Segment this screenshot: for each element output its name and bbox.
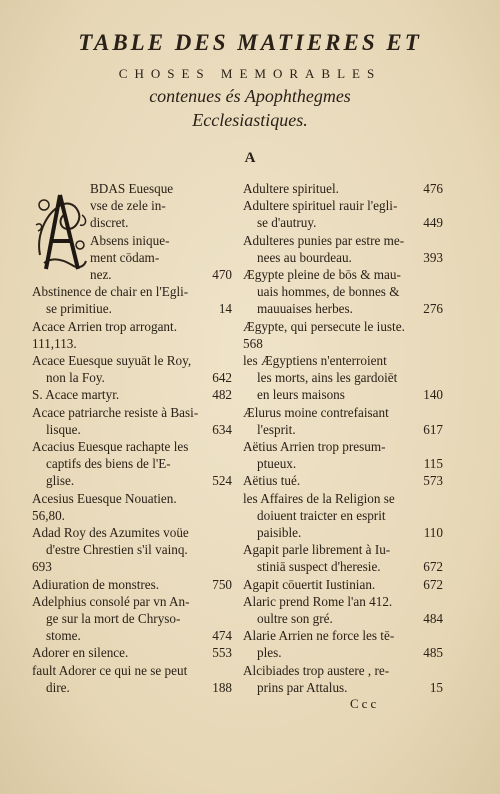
index-entry (32, 386, 232, 403)
entry-page-number: 485 (423, 645, 443, 661)
entry-text-line: nees au bourdeau. (257, 249, 352, 265)
index-entry (32, 558, 232, 575)
entry-text-line: Acace Euesque suyuāt le Roy, (32, 353, 192, 369)
entry-text-line: Agapit cōuertit Iustinian. (243, 576, 376, 592)
entry-page-number: 474 (212, 628, 232, 644)
index-entry (32, 404, 232, 438)
entry-text-line: Adulteres punies par estre me- (243, 232, 405, 248)
index-entry (243, 197, 443, 231)
entry-text-line: Acace Arrien trop arrogant. (32, 318, 177, 334)
index-entry (243, 541, 443, 575)
index-entry (243, 472, 443, 489)
index-entry (32, 318, 232, 335)
entry-text-line: ptueux. (257, 456, 297, 472)
entry-text-line: oultre son gré. (257, 611, 333, 627)
index-entry (32, 180, 232, 283)
entry-page-number: 573 (423, 473, 443, 489)
entry-text-line: BDAS Euesque (90, 181, 174, 196)
index-entry (243, 232, 443, 266)
index-entry (32, 352, 232, 386)
entry-text-line: ples. (257, 645, 282, 661)
index-entry (32, 662, 232, 696)
entry-text-line: 56,80. (32, 507, 65, 523)
index-entry (243, 266, 443, 318)
entry-page-number: 15 (429, 679, 443, 695)
entry-text-line: Adultere spirituel. (243, 181, 339, 196)
entry-text-line: discret. (90, 215, 129, 231)
entry-text-line: Acace patriarche resiste à Basi- (32, 404, 199, 420)
entry-text-line: Ælurus moine contrefaisant (243, 404, 389, 420)
entry-page-number: 524 (212, 473, 232, 489)
entry-text-line: stiniā suspect d'heresie. (257, 559, 381, 575)
entry-page-number: 484 (423, 611, 443, 627)
index-subtitle: CHOSES MEMORABLES (118, 66, 382, 81)
entry-text-line: l'esprit. (257, 421, 296, 437)
entry-text-line: Acacius Euesque rachapte les (32, 439, 189, 455)
entry-text-line: non la Foy. (46, 370, 105, 386)
entry-text-line: se primitiue. (46, 301, 112, 317)
index-entry (32, 593, 232, 645)
entry-text-line: Adad Roy des Azumites voüe (32, 525, 189, 541)
entry-text-line: fault Adorer ce qui ne se peut (32, 662, 188, 678)
entry-page-number: 482 (212, 387, 232, 403)
entry-text-line: 693 (32, 559, 52, 575)
entry-text-line: Adiuration de monstres. (32, 576, 160, 592)
entry-page-number: 14 (218, 301, 232, 317)
entry-page-number: 553 (212, 645, 232, 661)
entry-text-line: nez. (90, 267, 112, 283)
index-entry (243, 335, 443, 352)
entry-text-line: Agapit parle librement à Iu- (243, 542, 391, 558)
entry-text-line: Aëtius tué. (243, 473, 301, 489)
entry-text-line: 568 (243, 335, 263, 351)
entry-page-number: 276 (423, 301, 443, 317)
entry-text-line: Alcibiades trop austere , re- (243, 662, 390, 678)
entry-page-number: 672 (423, 559, 443, 575)
index-column-right (243, 180, 443, 696)
entry-page-number: 476 (423, 181, 443, 196)
entry-text-line: glise. (46, 473, 75, 489)
section-letter: A (244, 150, 256, 166)
entry-text-line: Ægypte pleine de bōs & mau- (243, 267, 401, 283)
index-entry (243, 180, 443, 197)
entry-text-line: Adultere spirituel rauir l'egli- (243, 198, 398, 214)
entry-text-line: Alarie Arrien ne force les tē- (243, 628, 395, 644)
index-entry (32, 490, 232, 507)
index-entry (243, 438, 443, 472)
index-column-left (32, 180, 232, 696)
index-entry (243, 318, 443, 335)
index-entry (32, 524, 232, 558)
entry-text-line: les morts, ains les gardoiēt (257, 370, 398, 386)
entry-text-line: les Affaires de la Religion se (243, 490, 395, 506)
entry-text-line: paisible. (257, 525, 302, 541)
entry-page-number: 188 (212, 679, 232, 695)
entry-page-number: 393 (423, 249, 443, 265)
index-entry (32, 438, 232, 490)
entry-text-line: Aëtius Arrien trop presum- (243, 439, 386, 455)
entry-text-line: 111,113. (32, 335, 77, 351)
entry-text-line: ment cōdam- (90, 249, 160, 265)
entry-text-line: Ægypte, qui persecute le iuste. (243, 318, 405, 334)
index-title: TABLE DES MATIERES ET (78, 30, 422, 55)
entry-page-number: 634 (212, 421, 232, 437)
index-entry (243, 593, 443, 627)
entry-text-line: lisque. (46, 421, 81, 437)
entry-text-line: uais hommes, de bonnes & (257, 284, 400, 300)
entry-page-number: 617 (423, 421, 443, 437)
index-entry (32, 644, 232, 661)
index-entry (32, 335, 232, 352)
entry-page-number: 110 (423, 525, 443, 541)
entry-page-number: 115 (423, 456, 443, 472)
entry-text-line: stome. (46, 628, 81, 644)
entry-page-number: 470 (212, 267, 232, 283)
index-entry (243, 352, 443, 404)
entry-text-line: captifs des biens de l'E- (46, 456, 171, 472)
entry-text-line: Adorer en silence. (32, 645, 129, 661)
entry-text-line: d'estre Chrestien s'il vainq. (46, 542, 188, 558)
entry-text-line: doiuent traicter en esprit (257, 507, 386, 523)
entry-text-line: dire. (46, 679, 70, 695)
entry-text-line: se d'autruy. (257, 215, 317, 231)
entry-page-number: 642 (212, 370, 232, 386)
entry-text-line: Alaric prend Rome l'an 412. (243, 593, 393, 609)
entry-text-line: ge sur la mort de Chryso- (46, 611, 181, 627)
index-entry (243, 576, 443, 593)
entry-text-line: Abstinence de chair en l'Egli- (32, 284, 189, 300)
index-subtitle-italic: contenues és Apophthegmes (149, 86, 351, 106)
index-entry (243, 404, 443, 438)
entry-text-line: mauuaises herbes. (257, 301, 353, 317)
entry-text-line: prins par Attalus. (257, 679, 348, 695)
entry-text-line: les Ægyptiens n'enterroient (243, 353, 387, 369)
entry-text-line: vse de zele in- (90, 198, 166, 214)
entry-text-line: Adelphius consolé par vn An- (32, 593, 190, 609)
entry-text-line: Acesius Euesque Nouatien. (32, 490, 177, 506)
index-entry (32, 283, 232, 317)
index-entry (32, 576, 232, 593)
index-entry (243, 627, 443, 661)
entry-page-number: 750 (212, 576, 232, 592)
index-entry (243, 490, 443, 542)
entry-text-line: S. Acace martyr. (32, 387, 120, 403)
entry-page-number: 672 (423, 576, 443, 592)
index-entry (243, 662, 443, 696)
catchword: Ccc (350, 696, 380, 711)
index-entry (32, 507, 232, 524)
entry-page-number: 140 (423, 387, 443, 403)
entry-text-line: en leurs maisons (257, 387, 345, 403)
entry-text-line: Absens inique- (90, 232, 170, 248)
entry-page-number: 449 (423, 215, 443, 231)
index-subtitle-italic-2: Ecclesiastiques. (192, 110, 308, 130)
